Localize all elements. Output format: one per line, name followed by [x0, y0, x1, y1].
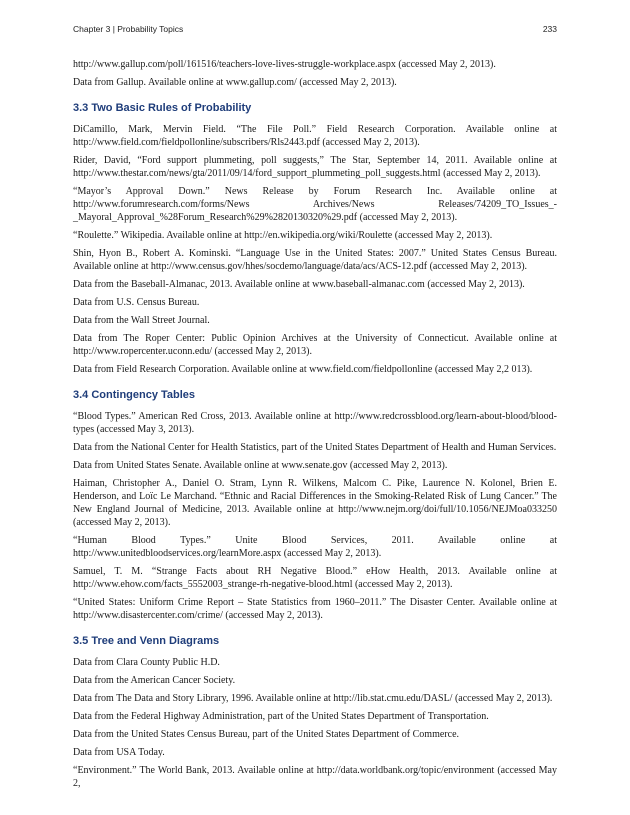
running-header [73, 24, 557, 38]
references-body [73, 58, 557, 795]
reference-entry: Data from Gallup. Available online at www.gallup.com/ (accessed May 2, 2013). [73, 77, 397, 88]
reference-entry: Data from United States Senate. Available online at www.senate.gov (accessed May 2, 2013). [73, 460, 448, 471]
reference-entry: Data from U.S. Census Bureau. [73, 297, 200, 308]
reference-entry: Rider, David, “Ford support plummeting, poll suggests,” The Star, September 14, 2011. Available online at http://www.thestar.com/news/gta/2011/09/14/ford_support_plummeting_poll_suggests.html (accessed May 2, 2013). [73, 155, 557, 179]
reference-entry: Data from The Roper Center: Public Opinion Archives at the University of Connecticut. Available online at http://www.ropercenter.uconn.edu/ (accessed May 2, 2013). [73, 333, 557, 357]
reference-entry: “Environment.” The World Bank, 2013. Available online at http://data.worldbank.org/topic/environment (accessed May 2, [73, 765, 557, 789]
reference-entry: http://www.gallup.com/poll/161516/teachers-love-lives-struggle-workplace.aspx (accessed May 2, 2013). [73, 59, 496, 70]
reference-entry: Data from the American Cancer Society. [73, 675, 236, 686]
reference-entry: Data from the Baseball-Almanac, 2013. Available online at www.baseball-almanac.com (accessed May 2, 2013). [73, 279, 525, 290]
reference-entry: DiCamillo, Mark, Mervin Field. “The File Poll.” Field Research Corporation. Available online at http://www.field.com/fieldpollonline/subscribers/Rls2443.pdf (accessed May 2, 2013). [73, 124, 557, 148]
chapter-title: Chapter 3 | Probability Topics [73, 24, 184, 34]
reference-entry: Data from USA Today. [73, 747, 165, 758]
section-heading: 3.3 Two Basic Rules of Probability [73, 102, 252, 114]
reference-entry: Shin, Hyon B., Robert A. Kominski. “Language Use in the United States: 2007.” United States Census Bureau. Available online at http://www.census.gov/hhes/socdemo/language/data/acs/ACS-12.pdf (accessed May 2, 2013). [73, 248, 557, 272]
reference-entry: Data from the United States Census Bureau, part of the United States Department of Commerce. [73, 729, 460, 740]
reference-entry: “Blood Types.” American Red Cross, 2013. Available online at http://www.redcrossblood.org/learn-about-blood/blood-types (accessed May 3, 2013). [73, 411, 557, 435]
reference-entry: “United States: Uniform Crime Report – State Statistics from 1960–2011.” The Disaster Center. Available online at http://www.disastercenter.com/crime/ (accessed May 2, 2013). [73, 597, 557, 621]
reference-entry: Data from Field Research Corporation. Available online at www.field.com/fieldpollonline (accessed May 2,2 013). [73, 364, 533, 375]
section-heading: 3.5 Tree and Venn Diagrams [73, 635, 220, 647]
reference-entry: Data from The Data and Story Library, 1996. Available online at http://lib.stat.cmu.edu/DASL/ (accessed May 2, 2013). [73, 693, 553, 704]
reference-entry: Data from the Wall Street Journal. [73, 315, 210, 326]
reference-entry: Samuel, T. M. “Strange Facts about RH Negative Blood.” eHow Health, 2013. Available online at http://www.ehow.com/facts_5552003_strange-rh-negative-blood.html (accessed May 2, 2013). [73, 566, 557, 590]
reference-entry: Haiman, Christopher A., Daniel O. Stram, Lynn R. Wilkens, Malcom C. Pike, Laurence N. Kolonel, Brien E. Henderson, and Loïc Le Marchand. “Ethnic and Racial Differences in the Smoking-Related Risk of Lung Cancer.” The New England Journal of Medicine, 2013. Available online at http://www.nejm.org/doi/full/10.1056/NEJMoa033250 (accessed May 2, 2013). [73, 478, 557, 528]
page-number: 233 [542, 24, 557, 34]
section-heading: 3.4 Contingency Tables [73, 389, 196, 401]
reference-entry: Data from the Federal Highway Administration, part of the United States Department of Transportation. [73, 711, 489, 722]
reference-entry: Data from the National Center for Health Statistics, part of the United States Department of Health and Human Services. [73, 442, 557, 453]
reference-entry: “Roulette.” Wikipedia. Available online at http://en.wikipedia.org/wiki/Roulette (accessed May 2, 2013). [73, 230, 493, 241]
reference-entry: “Human Blood Types.” Unite Blood Services, 2011. Available online at http://www.unitedbloodservices.org/learnMore.aspx (accessed May 2, 2013). [73, 535, 557, 559]
reference-entry: “Mayor’s Approval Down.” News Release by Forum Research Inc. Available online at http://www.forumresearch.com/forms/News Archives/News Releases/74209_TO_Issues_-_Mayoral_Approval_%28Forum_Research%29%2820130320%29.pdf (accessed May 2, 2013). [73, 186, 557, 223]
reference-entry: Data from Clara County Public H.D. [73, 657, 220, 668]
